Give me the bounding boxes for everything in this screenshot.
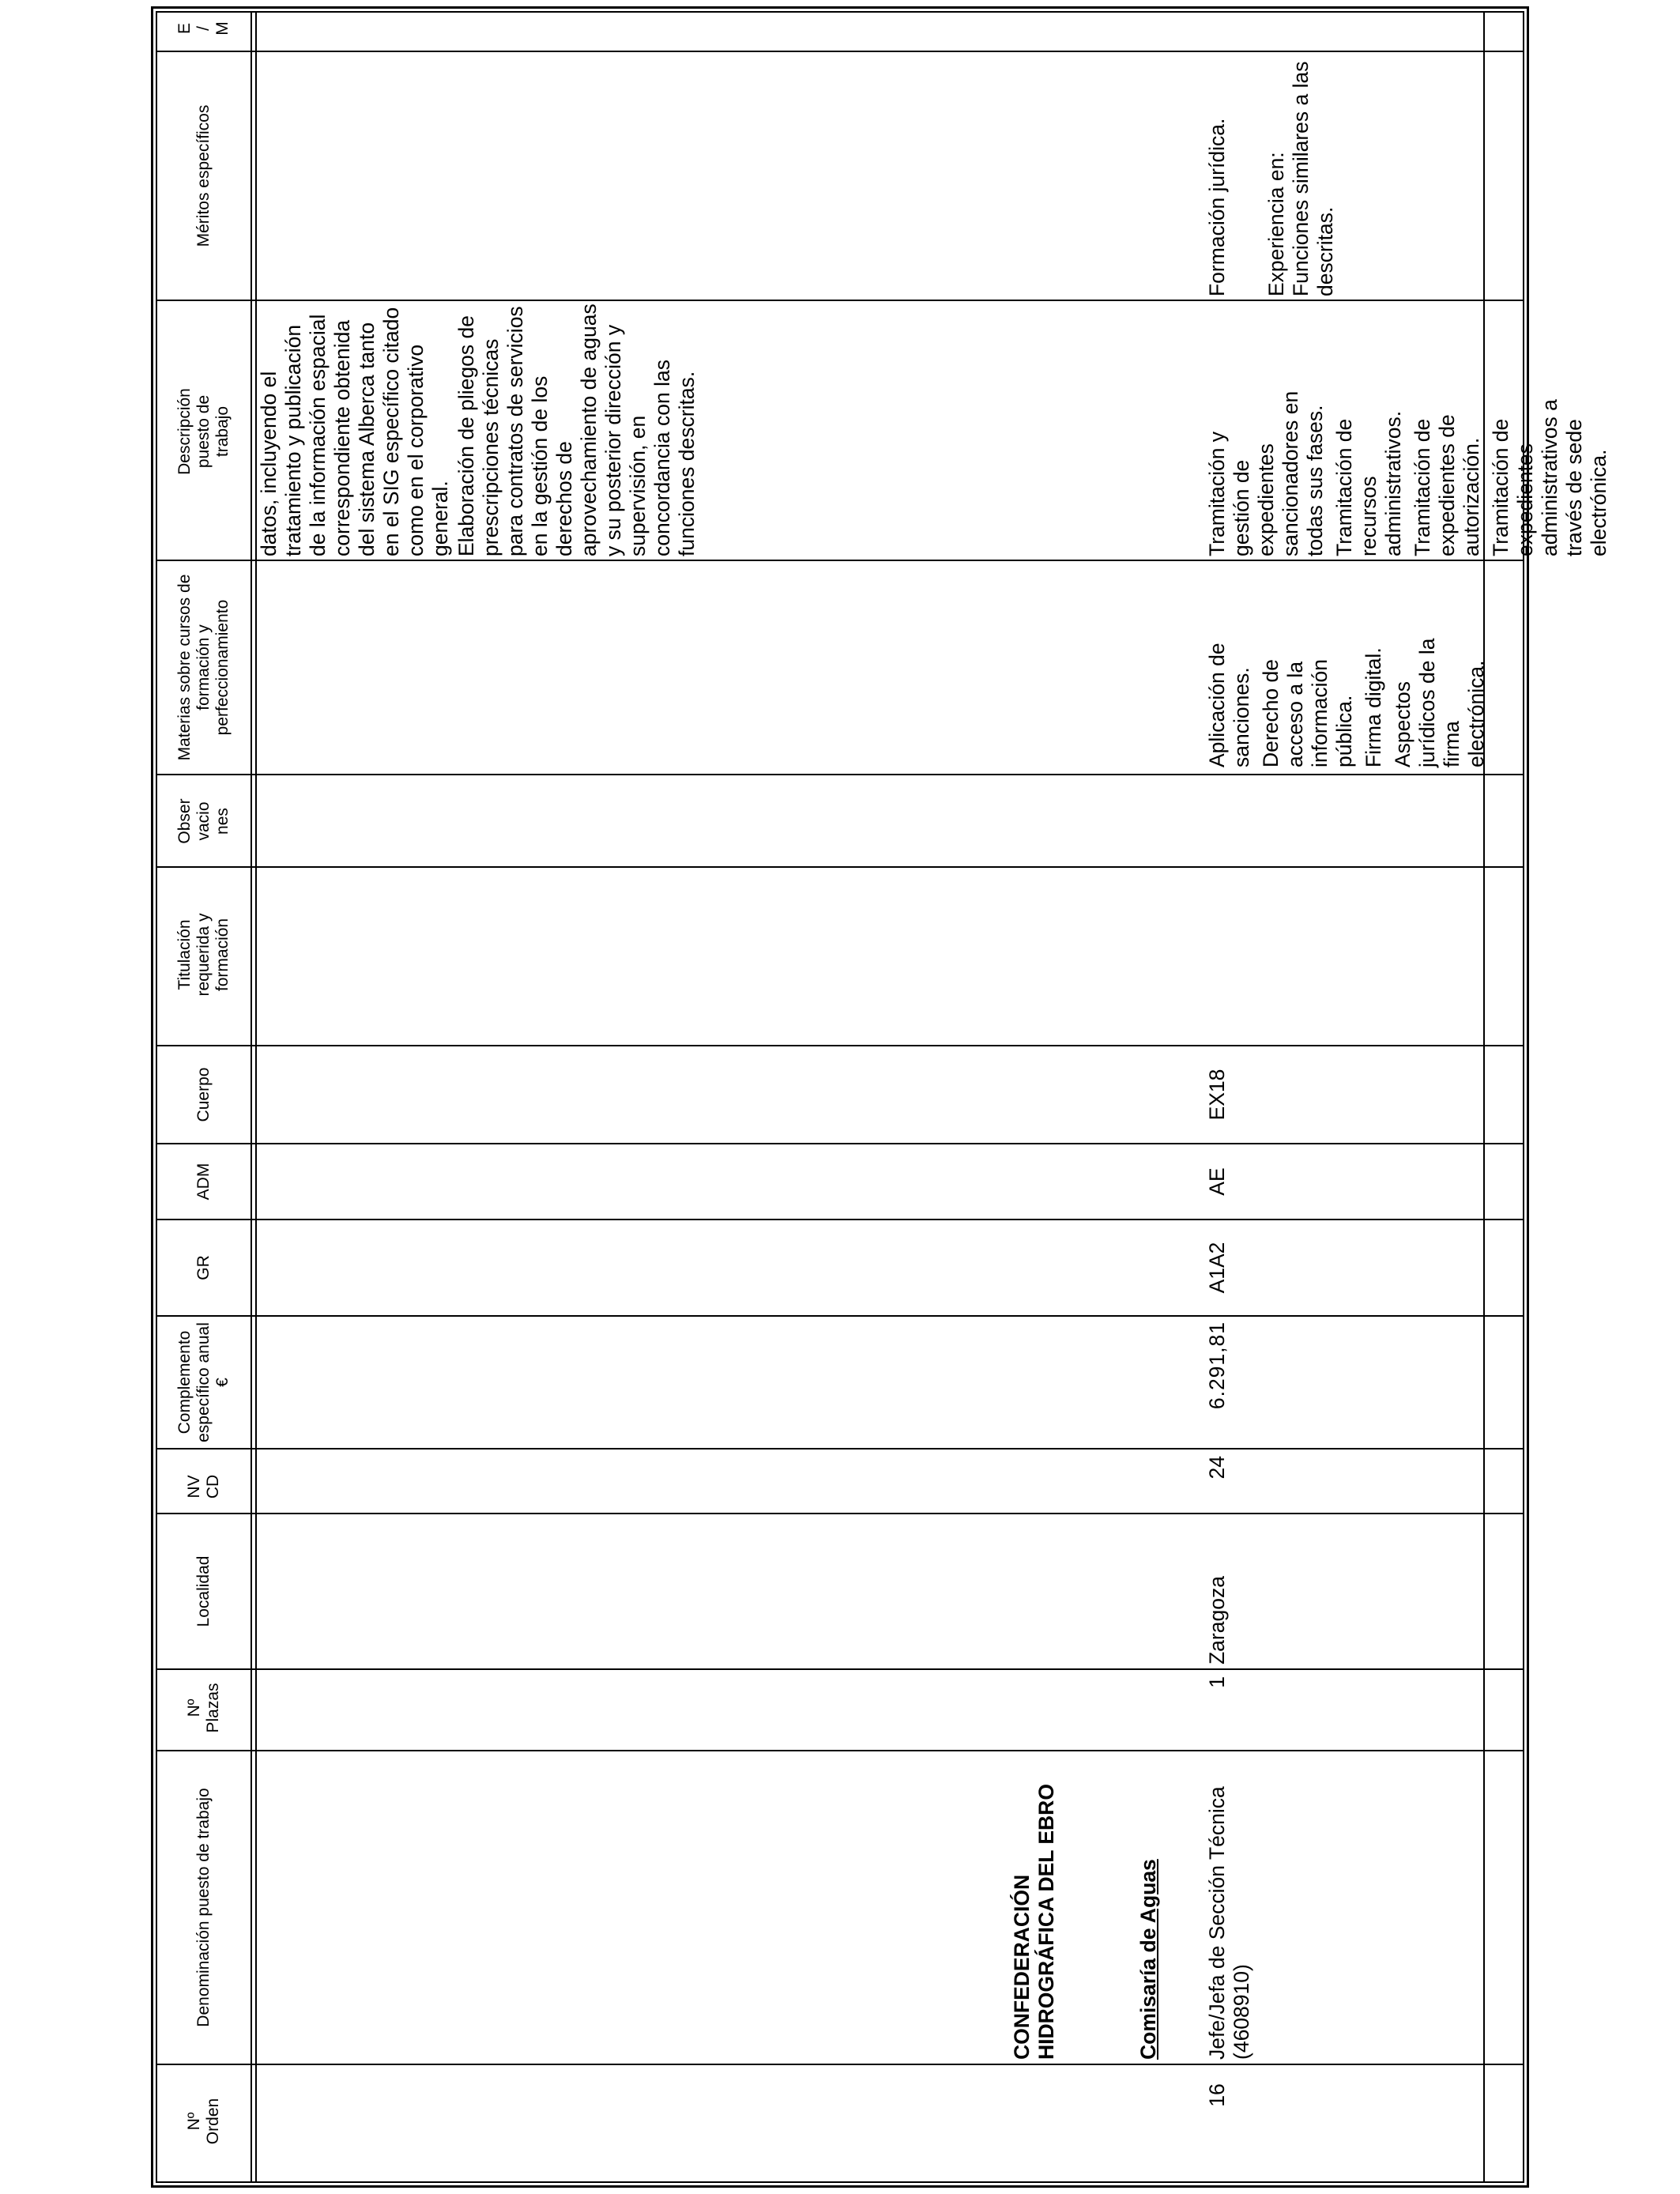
- header-separator-1: [250, 11, 252, 2183]
- border-bottom-inner: [1523, 11, 1524, 2183]
- row-complemento: 6.291,81: [1205, 1321, 1229, 1410]
- border-top-outer: [151, 6, 153, 2188]
- positions-table: [145, 0, 1610, 2194]
- meritos-item: Formación jurídica.: [1205, 118, 1229, 296]
- header-adm: ADM: [194, 1163, 213, 1201]
- materias-item: Aspectos jurídicos de la firma electrónica.: [1391, 638, 1488, 767]
- descripcion-item: Tramitación y gestión de expedientes sancionadores en todas sus fases.: [1205, 390, 1327, 556]
- col-sep-8: [156, 1143, 1524, 1144]
- col-sep-2: [156, 1750, 1524, 1751]
- header-orden: Nº Orden: [185, 2098, 222, 2145]
- col-sep-9: [156, 1045, 1524, 1046]
- materias-item: Firma digital.: [1362, 647, 1385, 767]
- row-plazas: 1: [1205, 1676, 1229, 1688]
- unidad-heading: Comisaría de Aguas: [1136, 1859, 1160, 2060]
- header-denominacion: Denominación puesto de trabajo: [194, 1788, 213, 2027]
- col-sep-5: [156, 1448, 1524, 1449]
- row-orden: 16: [1205, 2083, 1229, 2107]
- border-left-outer: [151, 2185, 1529, 2188]
- col-sep-4: [156, 1513, 1524, 1514]
- row-denominacion: Jefe/Jefa de Sección Técnica (4608910): [1205, 1786, 1253, 2060]
- header-descripcion: Descripción puesto de trabajo: [175, 388, 232, 475]
- materias-item: Derecho de acceso a la información pública.: [1259, 658, 1356, 767]
- description-continuation: [257, 303, 810, 556]
- materias-item: Aplicación de sanciones.: [1205, 643, 1253, 767]
- header-plazas: Nº Plazas: [185, 1683, 222, 1733]
- header-complemento: Complemento específico anual €: [175, 1322, 232, 1442]
- col-sep-11: [156, 774, 1524, 775]
- row-cuerpo: EX18: [1205, 1069, 1229, 1121]
- row-descripcion: [1205, 359, 1610, 556]
- border-left-inner: [156, 2181, 1524, 2183]
- header-localidad: Localidad: [194, 1555, 213, 1627]
- col-sep-14: [156, 51, 1524, 52]
- row-grupo: A1A2: [1205, 1242, 1229, 1294]
- descripcion-item: Tramitación de recursos administrativos.: [1332, 410, 1405, 556]
- border-bottom-outer: [1527, 6, 1529, 2188]
- description-continuation-paragraph: datos, incluyendo el tratamiento y publicación de la información espacial correspondiente obtenida del sistema Alberca tanto en el SIG específico citado como en el corporativo general.: [257, 307, 452, 556]
- description-continuation-paragraph: Elaboración de pliegos de prescripciones técnicas para contratos de servicios en la gestión de los derechos de aprovechamiento de aguas y su posterior dirección y supervisión, en concordancia con las funciones descritas.: [454, 303, 699, 556]
- border-right-outer: [151, 6, 1529, 9]
- descripcion-item: Tramitación de expedientes de autorización.: [1411, 414, 1483, 556]
- row-meritos: [1205, 59, 1442, 296]
- header-gr: GR: [194, 1255, 213, 1280]
- header-materias: Materias sobre cursos de formación y perfeccionamiento: [175, 574, 232, 761]
- row-materias: [1205, 609, 1488, 767]
- col-sep-7: [156, 1219, 1524, 1220]
- header-nvcd: NV CD: [185, 1474, 222, 1499]
- descripcion-item: Tramitación de expedientes administrativos a través de sede electrónica.: [1489, 399, 1610, 556]
- row-separator: [1483, 11, 1485, 2183]
- border-right-inner: [156, 11, 1524, 13]
- col-sep-12: [156, 560, 1524, 561]
- header-meritos: Méritos específicos: [194, 104, 213, 247]
- header-observaciones: Obser vacio nes: [175, 798, 232, 844]
- row-localidad: Zaragoza: [1205, 1576, 1229, 1664]
- header-titulacion: Titulación requerida y formación: [175, 913, 232, 997]
- organismo-heading: CONFEDERACIÓN HIDROGRÁFICA DEL EBRO: [1010, 1784, 1058, 2060]
- col-sep-1: [156, 2064, 1524, 2065]
- row-adm: AE: [1205, 1167, 1229, 1196]
- header-cuerpo: Cuerpo: [194, 1067, 213, 1122]
- meritos-item: Experiencia en: Funciones similares a las descritas.: [1264, 61, 1337, 296]
- col-sep-10: [156, 866, 1524, 868]
- col-sep-6: [156, 1315, 1524, 1317]
- col-sep-3: [156, 1668, 1524, 1670]
- col-sep-13: [156, 300, 1524, 301]
- row-nivel: 24: [1205, 1456, 1229, 1480]
- header-em: E / M: [175, 21, 232, 36]
